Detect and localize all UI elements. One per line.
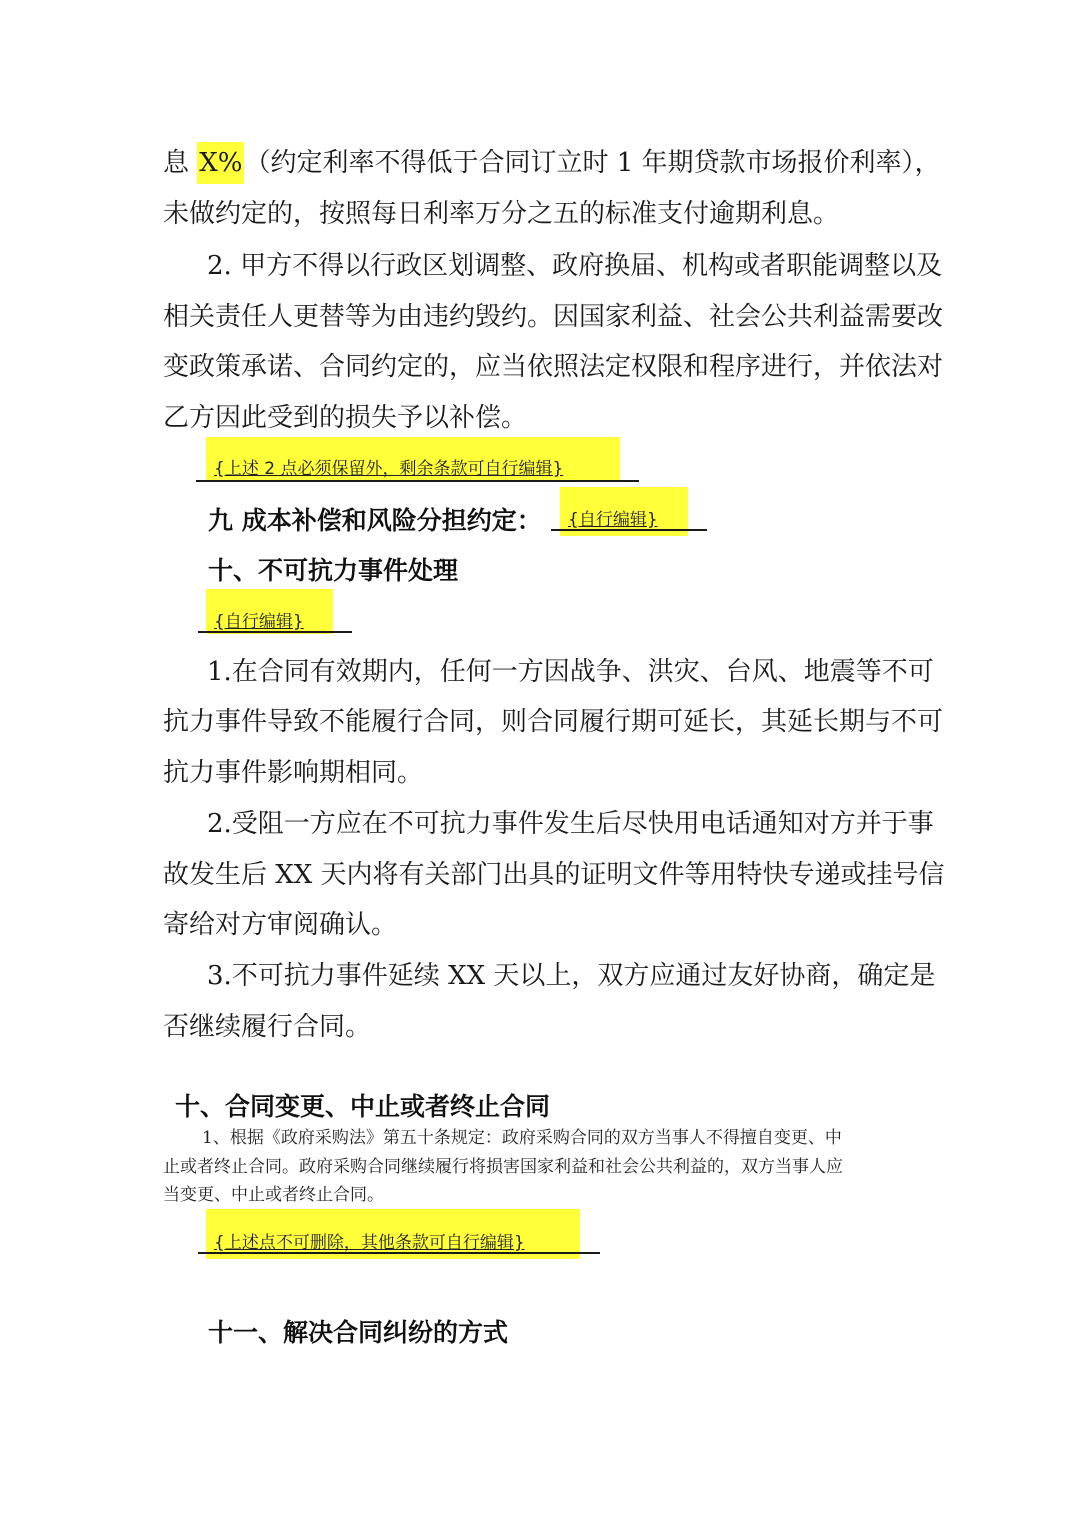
force-majeure-2-line-2: 故发生后 XX 天内将有关部门出具的证明文件等用特快专递或挂号信	[163, 860, 945, 890]
force-majeure-2-line-3: 寄给对方审阅确认。	[163, 910, 398, 940]
line-prefix: 息	[163, 148, 198, 178]
clause-2-line-1: 2. 甲方不得以行政区划调整、政府换届、机构或者职能调整以及	[207, 251, 943, 281]
contract-change-heading: 十、合同变更、中止或者终止合同	[175, 1092, 551, 1121]
procurement-law-line-3: 当变更、中止或者终止合同。	[163, 1185, 384, 1205]
do-not-delete-note: {上述点不可删除，其他条款可自行编辑}	[214, 1233, 525, 1253]
clause-2-line-3: 变政策承诺、合同约定的，应当依照法定权限和程序进行，并依法对	[163, 352, 944, 382]
section-11-heading: 十一、解决合同纠纷的方式	[208, 1318, 509, 1347]
clause-2-line-2: 相关责任人更替等为由违约毁约。因国家利益、社会公共利益需要改	[163, 302, 944, 332]
keep-clauses-note: {上述 2 点必须保留外，剩余条款可自行编辑}	[214, 459, 564, 479]
late-interest-line-2: 未做约定的，按照每日利率万分之五的标准支付逾期利息。	[163, 199, 840, 229]
force-majeure-2-line-1: 2.受阻一方应在不可抗力事件发生后尽快用电话通知对方并于事	[207, 809, 934, 839]
force-majeure-3-line-2: 否继续履行合同。	[163, 1012, 372, 1042]
procurement-law-line-1: 1、根据《政府采购法》第五十条规定：政府采购合同的双方当事人不得擅自变更、中	[202, 1128, 842, 1148]
force-majeure-1-line-3: 抗力事件影响期相同。	[163, 758, 424, 788]
force-majeure-1-line-1: 1.在合同有效期内，任何一方因战争、洪灾、台风、地震等不可	[207, 657, 934, 687]
self-edit-note: {自行编辑}	[568, 510, 658, 530]
force-majeure-1-line-2: 抗力事件导致不能履行合同，则合同履行期可延长，其延长期与不可	[163, 707, 944, 737]
late-interest-line-1	[163, 146, 941, 180]
interest-rate-highlight: X%	[197, 142, 244, 184]
force-majeure-3-line-1: 3.不可抗力事件延续 XX 天以上，双方应通过友好协商，确定是	[207, 961, 936, 991]
line-rest: （约定利率不得低于合同订立时 1 年期贷款市场报价利率），	[244, 148, 941, 178]
self-edit-note: {自行编辑}	[214, 612, 304, 632]
section-9-heading: 九 成本补偿和风险分担约定：	[208, 506, 542, 535]
section-10-heading: 十、不可抗力事件处理	[208, 556, 459, 585]
procurement-law-line-2: 止或者终止合同。政府采购合同继续履行将损害国家利益和社会公共利益的，双方当事人应	[163, 1157, 843, 1177]
clause-2-line-4: 乙方因此受到的损失予以补偿。	[163, 403, 528, 433]
